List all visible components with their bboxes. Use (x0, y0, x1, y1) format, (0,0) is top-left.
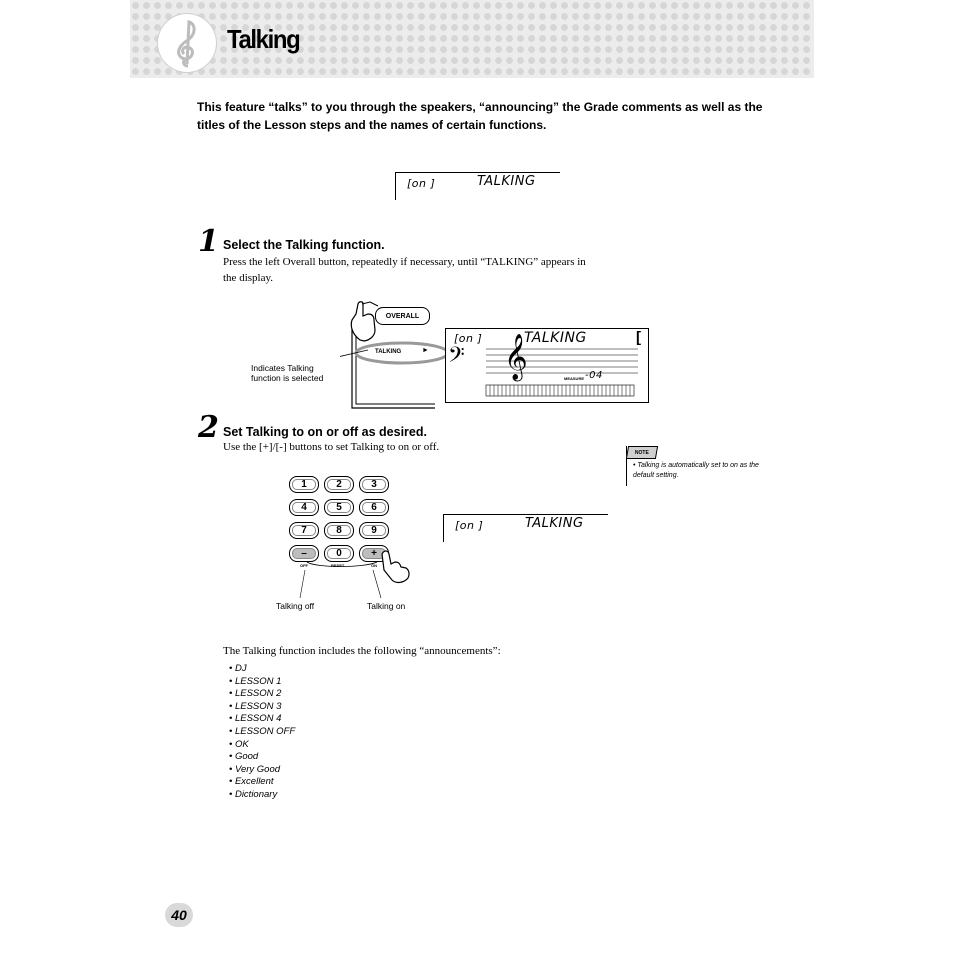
step-1-number: 1 (198, 224, 219, 259)
menu-arrow-icon: ► (422, 347, 429, 354)
list-item: • OK (229, 738, 249, 750)
lcd-label: TALKING (525, 516, 584, 531)
page-number: 40 (165, 903, 193, 927)
on-label: ON (371, 563, 377, 568)
plus-button[interactable]: + (359, 545, 389, 562)
key-0[interactable]: 0 (324, 545, 354, 562)
key-3[interactable]: 3 (359, 476, 389, 493)
list-item: • Excellent (229, 776, 274, 788)
step-2-body: Use the [+]/[-] buttons to set Talking to on or off. (223, 441, 440, 453)
intro-paragraph: This feature “talks” to you through the speakers, “announcing” the Grade comments as well as the titles of the Lesson steps and the names of certain functions. (197, 100, 763, 132)
note-box (626, 446, 767, 486)
lcd-status: [on ] (407, 177, 436, 190)
lcd-label: TALKING (477, 174, 536, 189)
list-item: • LESSON 3 (229, 700, 282, 712)
overall-button[interactable] (375, 307, 430, 325)
key-2[interactable]: 2 (324, 476, 354, 493)
minus-button[interactable]: – (289, 545, 319, 562)
treble-clef-icon: 𝄞 (504, 334, 528, 380)
announcements-intro: The Talking function includes the following “announcements”: (223, 645, 501, 657)
announcements-list (229, 663, 295, 802)
step-2-number: 2 (198, 410, 219, 445)
list-item: • DJ (229, 663, 247, 674)
list-item: • LESSON OFF (229, 725, 296, 737)
lcd-display-top (395, 172, 560, 200)
step-1-title: Select the Talking function. (223, 238, 385, 252)
caption-talking-on: Talking on (367, 601, 406, 611)
treble-clef-icon (158, 14, 216, 72)
menu-label-talking: TALKING (375, 349, 402, 355)
list-item: • LESSON 4 (229, 713, 282, 725)
key-6[interactable]: 6 (359, 499, 389, 516)
reset-label: RESET (331, 563, 345, 568)
list-item: • Dictionary (229, 788, 278, 800)
step-2-title: Set Talking to on or off as desired. (223, 425, 427, 439)
page-title: Talking (227, 24, 300, 54)
list-item: • Very Good (229, 763, 281, 775)
overall-button-label: OVERALL (385, 312, 420, 320)
key-1[interactable]: 1 (289, 476, 319, 493)
list-item: • Good (229, 751, 259, 763)
lcd-display-step2 (443, 514, 608, 542)
lcd-status: [on ] (455, 519, 484, 532)
note-badge: NOTE (626, 446, 658, 459)
lcd-label: TALKING (524, 330, 587, 346)
lcd-display-full (445, 328, 649, 403)
note-text: • Talking is automatically set to on as the default setting. (633, 462, 759, 479)
key-9[interactable]: 9 (359, 522, 389, 539)
caption-talking-off: Talking off (276, 601, 315, 611)
lcd-bracket: [ (636, 329, 641, 346)
key-4[interactable]: 4 (289, 499, 319, 516)
lcd-status: [on ] (454, 332, 483, 345)
callout-text: Indicates Talking function is selected (251, 363, 324, 383)
pointing-hand-icon (348, 300, 382, 342)
pointing-hand-icon (376, 550, 412, 584)
measure-label: MEASURE (564, 376, 585, 381)
key-5[interactable]: 5 (324, 499, 354, 516)
list-item: • LESSON 1 (229, 675, 282, 687)
measure-value: -04 (585, 370, 603, 381)
key-7[interactable]: 7 (289, 522, 319, 539)
off-label: OFF (300, 563, 308, 568)
key-8[interactable]: 8 (324, 522, 354, 539)
step-1-body: Press the left Overall button, repeatedly if necessary, until “TALKING” appears in the display. (223, 256, 586, 284)
bass-clef-icon: 𝄢 (448, 343, 465, 373)
list-item: • LESSON 2 (229, 688, 282, 700)
